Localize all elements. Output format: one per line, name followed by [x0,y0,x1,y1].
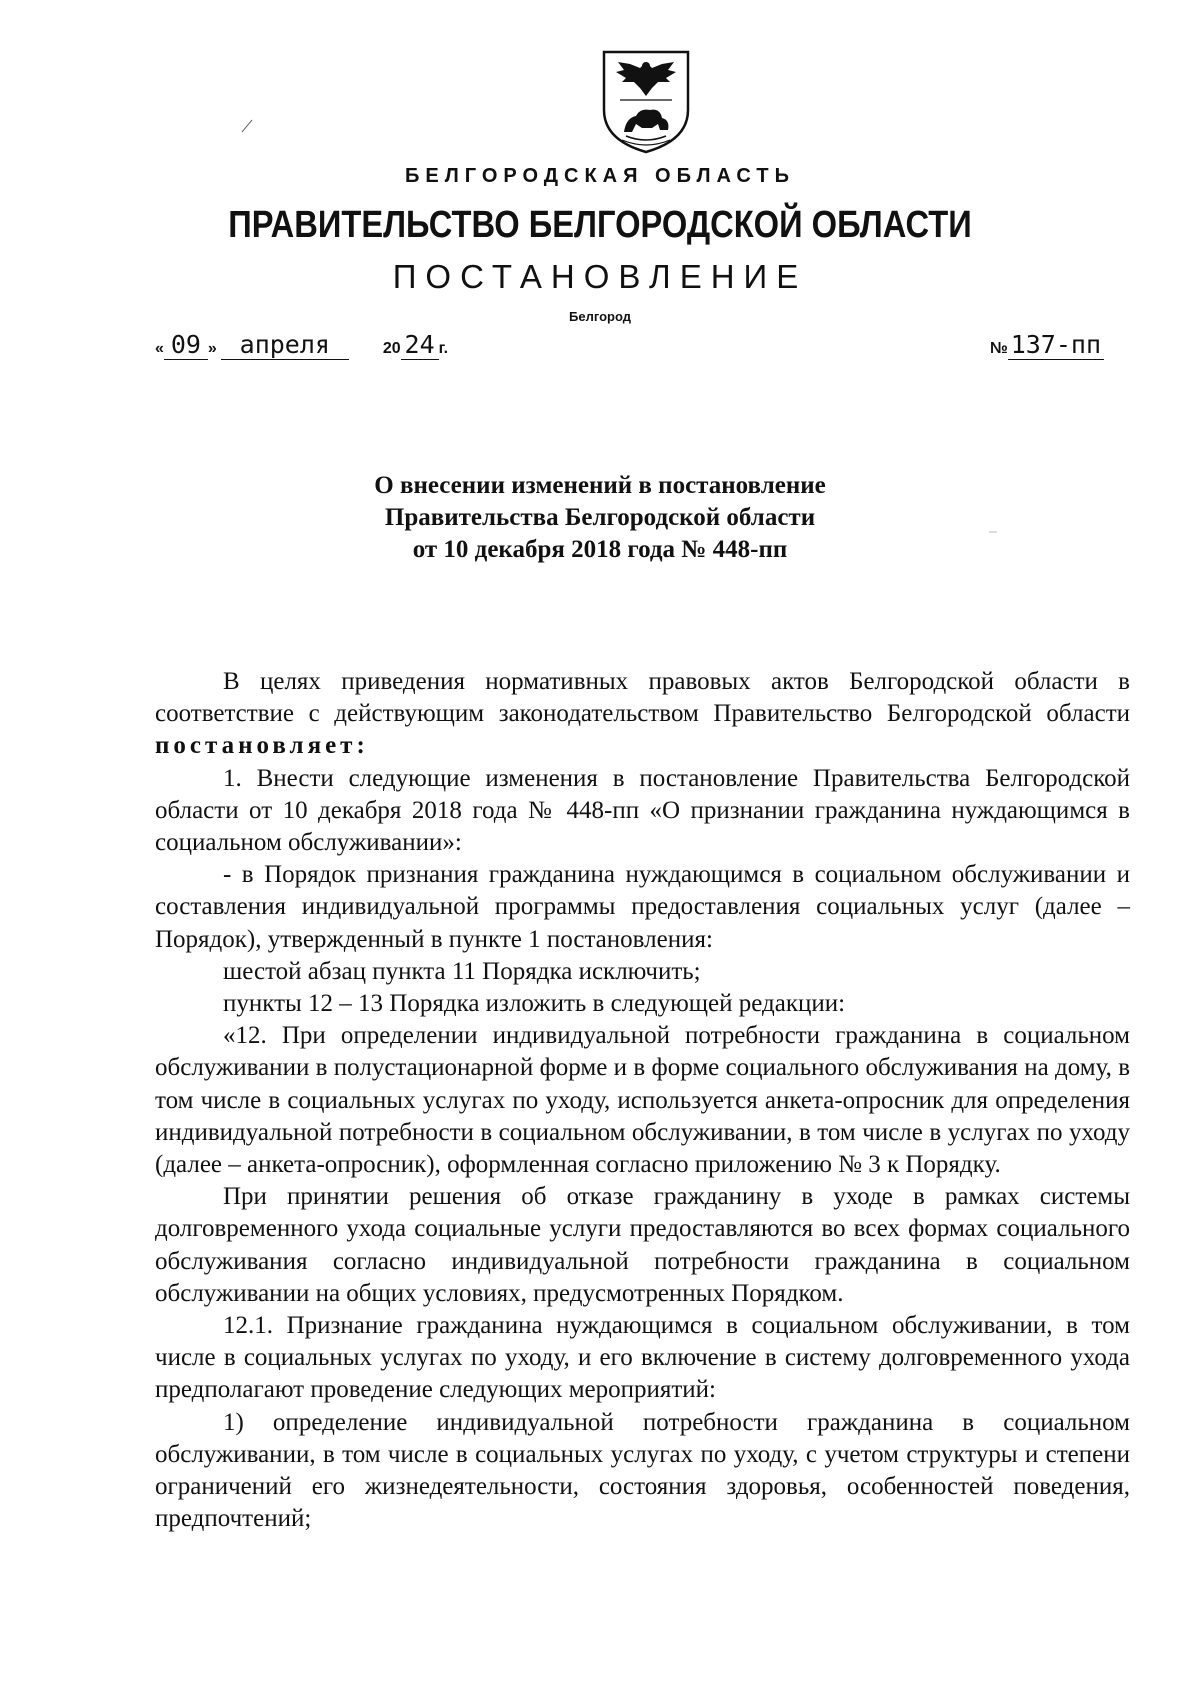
coat-of-arms-emblem [596,48,696,156]
date-open-quote: « [155,340,164,357]
region-name: БЕЛГОРОДСКАЯ ОБЛАСТЬ [405,165,795,187]
number-prefix: № [990,340,1008,357]
date-year-abbr: г. [438,340,449,357]
scan-mark [240,118,254,134]
government-name: ПРАВИТЕЛЬСТВО БЕЛГОРОДСКОЙ ОБЛАСТИ [228,204,972,246]
document-type: ПОСТАНОВЛЕНИЕ [392,258,808,295]
paragraph-amendment-intro: - в Порядок признания гражданина нуждающимся в социальном обслуживании и составления индивидуальной программы предоставления социальных услуг (далее – Порядок), утвержденный в пункте 1 постановления: [155,861,1130,953]
title-line-2: Правительства Белгородской области [384,504,816,531]
paragraph-restate: пункты 12 – 13 Порядка изложить в следующей редакции: [223,990,846,1018]
city-name: Белгород [569,309,631,324]
number-value: 137-пп [1008,330,1104,360]
paragraph-12-1-item-1: 1) определение индивидуальной потребности гражданина в социальном обслуживании, в том числе в социальных услугах по уходу, с учетом структуры и степени ограничений его жизнедеятельности, состояния здоровья, особенностей поведения, предпочтений; [155,1408,1130,1533]
scan-mark [988,530,998,534]
preamble-verb: постановляет: [155,732,369,760]
preamble-text: В целях приведения нормативных правовых актов Белгородской области в соответствие с действующим законодательством Правительство Белгородской области [155,668,1130,728]
date-month: апреля [221,330,349,360]
date-close-quote: » [207,340,217,357]
document-title [0,470,1200,566]
paragraph-12: «12. При определении индивидуальной потребности гражданина в социальном обслуживании в полустационарной форме и в форме социального обслуживания на дому, в том числе в социальных услугах по уходу, используется анкета-опросник для определения индивидуальной потребности в социальном обслуживании, в том числе в услугах по уходу (далее – анкета-опросник), оформленная согласно приложению № 3 к Порядку. [155,1022,1130,1179]
document-number [990,330,1104,360]
paragraph-item-1: 1. Внести следующие изменения в постановление Правительства Белгородской области от 10 декабря 2018 года № 448-пп «О признании гражданина нуждающимся в социальном обслуживании»: [155,764,1130,857]
title-line-3: от 10 декабря 2018 года № 448-пп [412,536,788,563]
paragraph-exclude: шестой абзац пункта 11 Порядка исключить; [223,957,701,985]
paragraph-12-1: 12.1. Признание гражданина нуждающимся в социальном обслуживании, в том числе в социальных услугах по уходу, и его включение в систему долговременного ухода предполагают проведение следующих мероприятий: [155,1312,1130,1404]
title-line-1: О внесении изменений в постановление [374,472,826,499]
date-day: 09 [164,330,208,360]
document-body [155,666,1130,1535]
date-line [155,330,448,360]
date-year-suffix: 24 [401,330,439,360]
paragraph-preamble [155,666,1130,763]
paragraph-refusal: При принятии решения об отказе гражданину в уходе в рамках системы долговременного ухода социальные услуги предоставляются во всех формах социального обслуживания согласно индивидуальной потребности гражданина в социальном обслуживании на общих условиях, предусмотренных Порядком. [155,1183,1130,1307]
date-year-prefix: 20 [382,340,401,357]
